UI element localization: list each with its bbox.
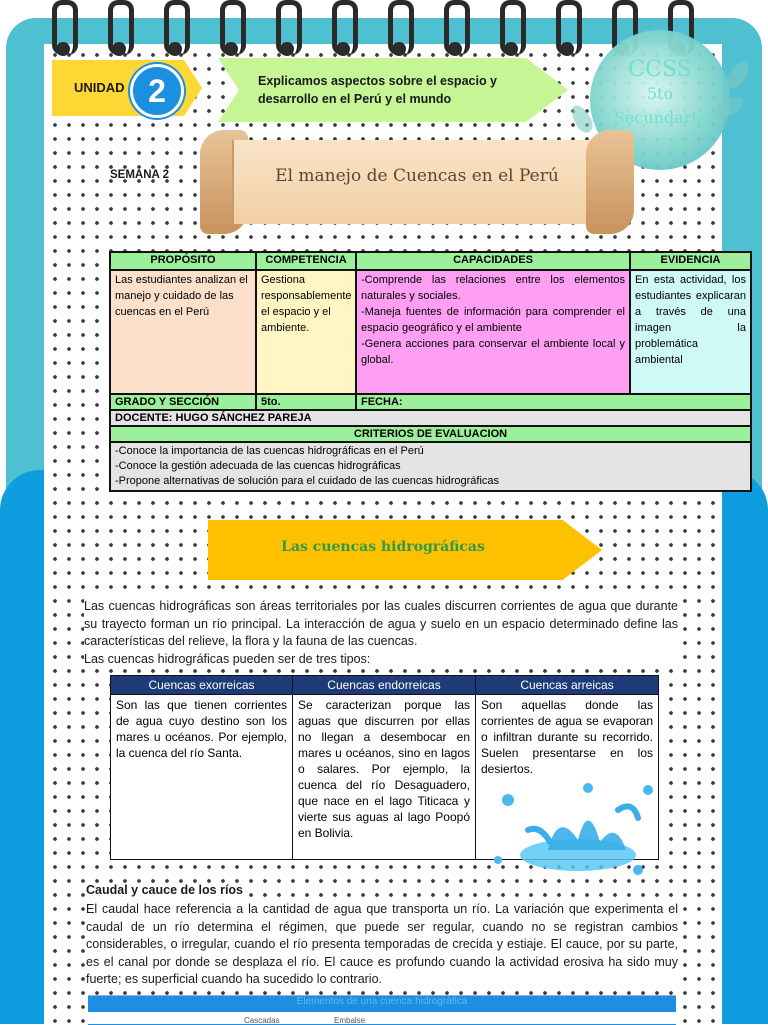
diagram-label-cascadas: Cascadas: [244, 1016, 280, 1025]
intro-paragraph: Las cuencas hidrográficas son áreas territoriales por las cuales discurren corrientes de agua que durante su trayecto forman un río principal. La interacción de agua y suelo en un espacio determinado define las características del relieve, la flora y la fauna de las cuencas. Las cuencas hidrográficas pueden ser de tres tipos:: [84, 598, 678, 668]
arreicas-cell: Son aquellas donde las corrientes de agua se evaporan o infiltran durante su recorrido. Suelen presentarse en los desiertos.: [476, 695, 659, 860]
header-competencia: COMPETENCIA: [256, 252, 356, 270]
criterios-title: CRITERIOS DE EVALUACION: [110, 426, 751, 442]
diagram-title: Elementos de una cuenca hidrográfica: [296, 996, 468, 1007]
section-banner-title: Las cuencas hidrográficas: [281, 539, 485, 555]
water-splash-icon: [488, 770, 658, 880]
unit-label: UNIDAD: [74, 80, 125, 95]
criterios-list: -Conoce la importancia de las cuencas hidrográficas en el Perú -Conoce la gestión adecuada de las cuencas hidrográficas -Propone alternativas de solución para el cuidado de las cuencas hidrográficas: [110, 442, 751, 491]
diagram-label-embalse: Embalse: [334, 1016, 366, 1025]
diagram-strip: [88, 1012, 676, 1024]
course-badge-text: CCSS 5to Secundaria: [613, 57, 707, 127]
caudal-heading: Caudal y cauce de los ríos: [86, 883, 244, 897]
header-proposito: PROPÓSITO: [110, 252, 256, 270]
lesson-title: El manejo de Cuencas en el Perú: [275, 166, 559, 186]
header-exorreicas: Cuencas exorreicas: [111, 676, 293, 695]
header-capacidades: CAPACIDADES: [356, 252, 630, 270]
header-endorreicas: Cuencas endorreicas: [293, 676, 476, 695]
week-label: SEMANA 2: [110, 169, 169, 181]
capacidades-cell: -Comprende las relaciones entre los elementos naturales y sociales. -Maneja fuentes de información para comprender el espacio geográfico y el ambiente -Genera acciones para conservar el ambiente local y global.: [356, 270, 630, 394]
grado-value: 5to.: [256, 394, 356, 410]
unit-topic: Explicamos aspectos sobre el espacio y desarrollo en el Perú y el mundo: [258, 74, 498, 106]
exorreicas-cell: Son las que tienen corrientes de agua cuyo destino son los mares u océanos. Por ejemplo, la cuenca del río Santa.: [111, 695, 293, 860]
evidencia-cell: En esta actividad, los estudiantes explicaran a través de una imagen la problemática ambiental: [630, 270, 751, 394]
unit-number-badge: 2: [130, 64, 184, 118]
lesson-plan-table: [109, 251, 752, 492]
grado-label: GRADO Y SECCIÓN: [110, 394, 256, 410]
header-evidencia: EVIDENCIA: [630, 252, 751, 270]
competencia-cell: Gestiona responsablemente el espacio y el ambiente.: [256, 270, 356, 394]
caudal-paragraph: El caudal hace referencia a la cantidad de agua que transporta un río. La variación que experimenta el caudal de un río determina el régimen, que puede ser regular, cuando no se registran cambios considerables, o irregular, cuando el río presenta temporadas de crecida y estiaje. El cauce, por su parte, es el canal por donde se desplaza el río. El cauce es profundo cuando la actividad erosiva ha sido muy fuerte; es superficial cuando ha sucedido lo contrario.: [86, 901, 678, 989]
fecha-label: FECHA:: [356, 394, 751, 410]
proposito-cell: Las estudiantes analizan el manejo y cuidado de las cuencas en el Perú: [110, 270, 256, 394]
header-arreicas: Cuencas arreicas: [476, 676, 659, 695]
endorreicas-cell: Se caracterizan porque las aguas que discurren por ellas no llegan a desembocar en mares u océanos, sino en lagos o salares. Por ejemplo, la cuenca del río Desaguadero, que nace en el lago Titicaca y vierte sus aguas al lago Poopó en Bolivia.: [293, 695, 476, 860]
docente-row: DOCENTE: HUGO SÁNCHEZ PAREJA: [110, 410, 751, 426]
